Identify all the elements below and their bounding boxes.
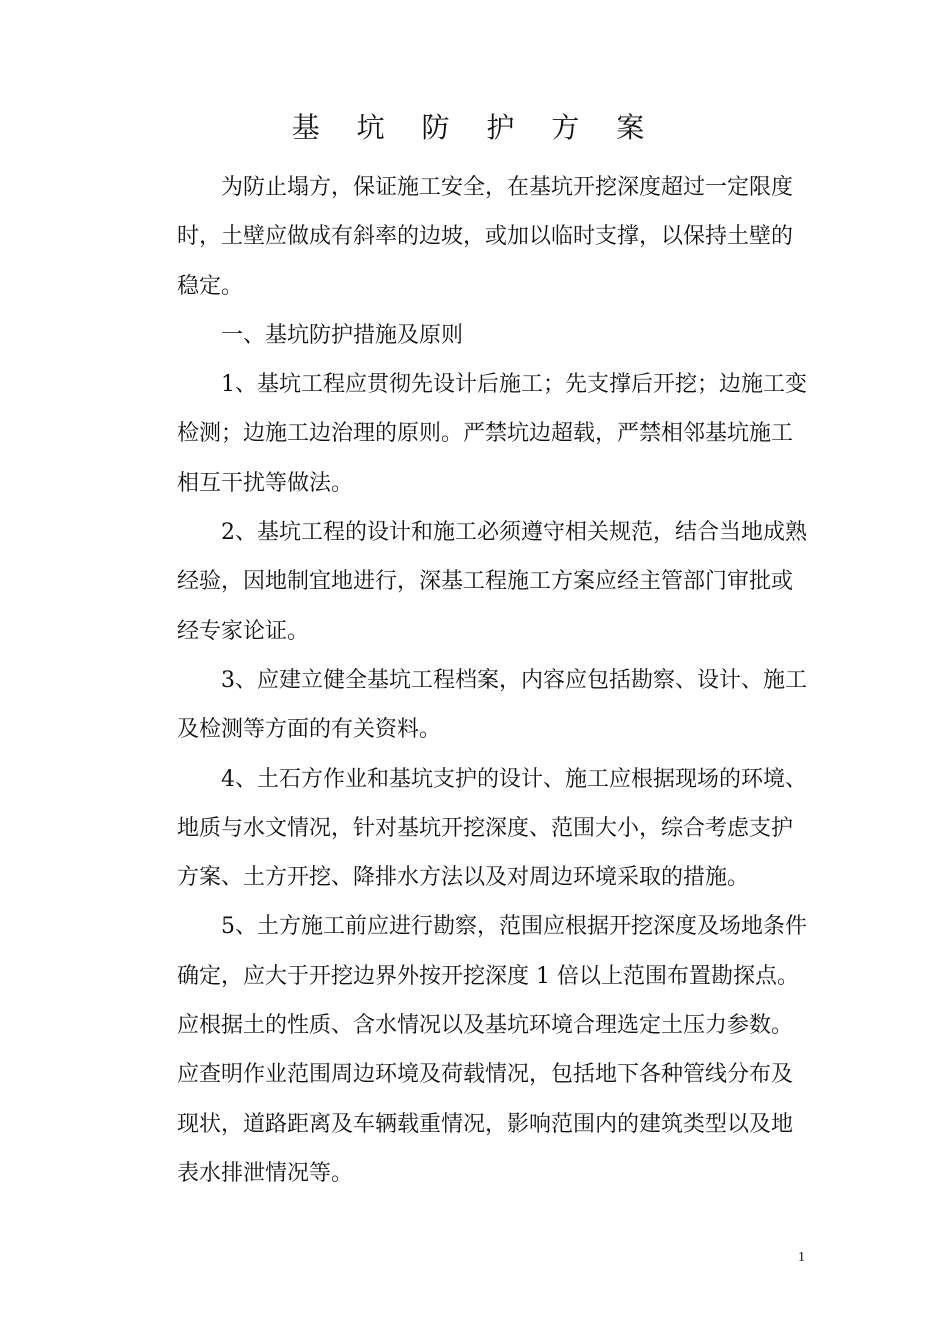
page-number: 1 — [798, 1250, 805, 1265]
text-line: 现状，道路距离及车辆载重情况，影响范围内的建筑类型以及地 — [177, 1111, 794, 1137]
paragraph-item-3 — [177, 656, 817, 755]
text-line: 确定，应大于开挖边界外按开挖深度 1 倍以上范围布置勘探点。 — [177, 963, 799, 989]
text-line: 2、基坑工程的设计和施工必须遵守相关规范，结合当地成熟 — [221, 520, 807, 546]
text-line: 为防止塌方，保证施工安全，在基坑开挖深度超过一定限度 — [221, 175, 794, 200]
text-line: 及检测等方面的有关资料。 — [177, 717, 442, 743]
paragraph-item-5 — [177, 902, 817, 1198]
text-line: 表水排泄情况等。 — [177, 1160, 354, 1186]
text-line: 4、土石方作业和基坑支护的设计、施工应根据现场的环境、 — [221, 766, 807, 792]
text-line: 应查明作业范围周边环境及荷载情况，包括地下各种管线分布及 — [177, 1062, 794, 1088]
document-body — [177, 163, 817, 1198]
text-line: 经专家论证。 — [177, 618, 310, 644]
document-title: 基 坑 防 护 方 案 — [291, 111, 659, 144]
text-line: 检测；边施工边治理的原则。严禁坑边超载，严禁相邻基坑施工 — [177, 421, 794, 447]
section-heading — [177, 311, 817, 360]
text-line: 经验，因地制宜地进行，深基工程施工方案应经主管部门审批或 — [177, 569, 794, 595]
text-line: 1、基坑工程应贯彻先设计后施工；先支撑后开挖；边施工变 — [221, 372, 807, 398]
text-line: 应根据土的性质、含水情况以及基坑环境合理选定土压力参数。 — [177, 1013, 794, 1039]
text-line: 稳定。 — [177, 273, 244, 299]
paragraph-item-2 — [177, 508, 817, 656]
text-line: 3、应建立健全基坑工程档案，内容应包括勘察、设计、施工 — [221, 667, 807, 693]
text-line: 5、土方施工前应进行勘察，范围应根据开挖深度及场地条件 — [221, 914, 807, 940]
text-line: 地质与水文情况，针对基坑开挖深度、范围大小，综合考虑支护 — [177, 815, 794, 841]
text-line: 时，土壁应做成有斜率的边坡，或加以临时支撑，以保持土壁的 — [177, 224, 794, 250]
paragraph-item-4 — [177, 755, 817, 903]
text-line: 方案、土方开挖、降排水方法以及对周边环境采取的措施。 — [177, 865, 750, 891]
paragraph-item-1 — [177, 360, 817, 508]
section-heading-text: 一、基坑防护措施及原则 — [221, 322, 464, 348]
paragraph-intro — [177, 163, 817, 311]
text-line: 相互干扰等做法。 — [177, 470, 354, 496]
